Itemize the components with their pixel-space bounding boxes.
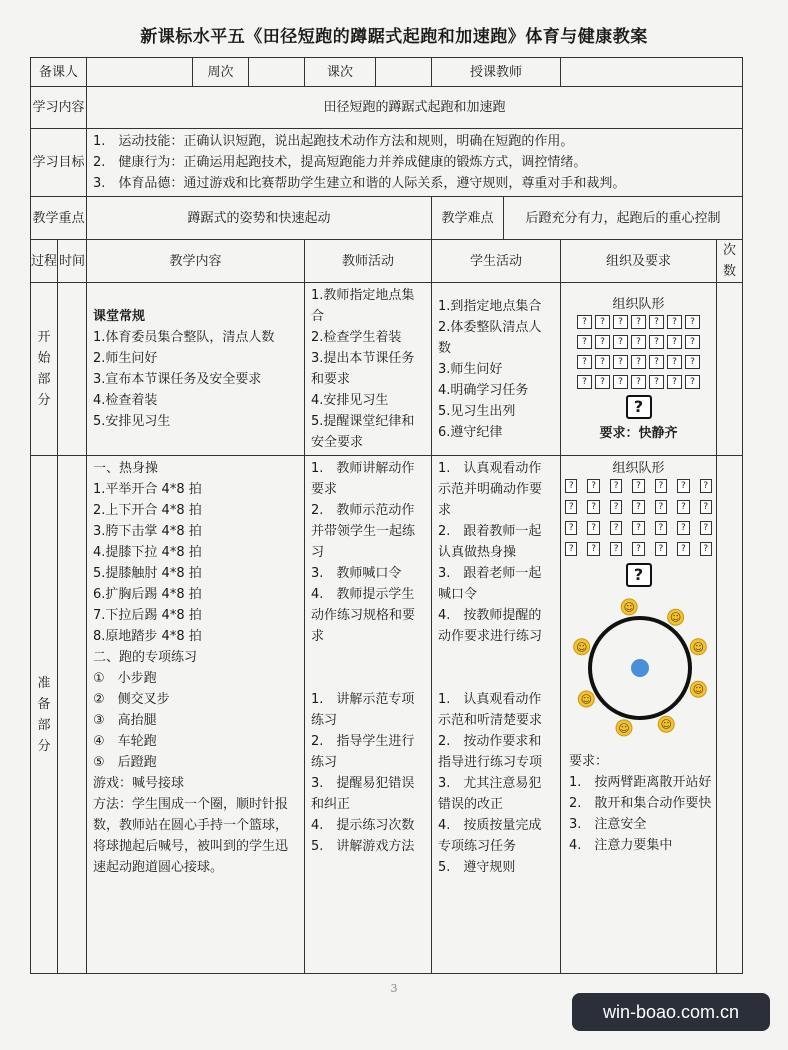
student-activity: 3. 跟着老师一起喊口令 bbox=[438, 566, 542, 602]
student-marker-icon: ? bbox=[595, 375, 610, 389]
content-item: 一、热身操 bbox=[93, 461, 159, 476]
content-header: 教学内容 bbox=[87, 240, 305, 283]
student-marker-icon: ? bbox=[667, 315, 682, 329]
header-row bbox=[31, 58, 743, 87]
student-marker-icon: ? bbox=[565, 521, 577, 535]
student-formation-grid bbox=[565, 479, 712, 556]
student-marker-icon: ? bbox=[587, 521, 599, 535]
teacher-activity: 1.教师指定地点集合 bbox=[311, 288, 415, 324]
student-marker-icon: ? bbox=[632, 521, 644, 535]
student-activity: 2. 跟着教师一起认真做热身操 bbox=[438, 524, 542, 560]
student-marker-icon: ? bbox=[613, 335, 628, 349]
content-item: 5.提膝触肘 4*8 拍 bbox=[93, 566, 202, 581]
count-header: 次数 bbox=[717, 240, 743, 283]
student-marker-icon: ? bbox=[613, 315, 628, 329]
student-marker-icon: ? bbox=[632, 479, 644, 493]
student-marker-icon: ? bbox=[649, 355, 664, 369]
student-activity: 1. 认真观看动作示范并明确动作要求 bbox=[438, 461, 543, 518]
content-item: 5.安排见习生 bbox=[93, 414, 171, 429]
student-marker-icon: ? bbox=[685, 375, 700, 389]
teacher-activity: 2.检查学生着装 bbox=[311, 330, 402, 345]
prep-section-label: 准备部分 bbox=[31, 456, 58, 974]
prep-content-list bbox=[93, 458, 298, 794]
requirement-item: 4. 注意力要集中 bbox=[569, 838, 673, 853]
focus-row bbox=[31, 197, 743, 240]
teacher-activity: 3. 教师喊口令 bbox=[311, 566, 402, 581]
start-count bbox=[717, 283, 743, 456]
smiley-face-icon: ☺ bbox=[618, 721, 630, 735]
content-item: 4.提膝下拉 4*8 拍 bbox=[93, 545, 202, 560]
formation-row bbox=[565, 479, 712, 493]
student-marker-icon: ? bbox=[677, 500, 689, 514]
student-marker-icon: ? bbox=[565, 542, 577, 556]
teacher-label: 备课人 bbox=[31, 58, 87, 87]
spacer bbox=[438, 668, 554, 689]
student-marker-icon: ? bbox=[595, 355, 610, 369]
teacher-activity: 2. 指导学生进行练习 bbox=[311, 734, 415, 770]
student-marker-icon: ? bbox=[577, 335, 592, 349]
student-marker-icon: ? bbox=[677, 542, 689, 556]
content-item: ③ 高抬腿 bbox=[93, 713, 157, 728]
formation-row bbox=[565, 521, 712, 535]
student-header: 学生活动 bbox=[432, 240, 561, 283]
student-activity: 5. 遵守规则 bbox=[438, 860, 516, 875]
student-marker-icon: ? bbox=[610, 521, 622, 535]
difficulty-label: 教学难点 bbox=[432, 197, 504, 240]
teacher-activity: 4. 提示练习次数 bbox=[311, 818, 415, 833]
formation-row bbox=[565, 500, 712, 514]
student-marker-icon: ? bbox=[632, 500, 644, 514]
student-marker-icon: ? bbox=[700, 479, 712, 493]
student-marker-icon: ? bbox=[677, 479, 689, 493]
student-marker-icon: ? bbox=[595, 335, 610, 349]
content-item: 2.师生问好 bbox=[93, 351, 158, 366]
student-marker-icon: ? bbox=[577, 375, 592, 389]
formation-row bbox=[561, 335, 716, 349]
student-marker-icon: ? bbox=[631, 355, 646, 369]
student-activity: 6.遵守纪律 bbox=[438, 424, 503, 440]
formation-requirement: 要求：快静齐 bbox=[599, 426, 678, 441]
student-marker-icon: ? bbox=[595, 315, 610, 329]
instructor-label: 授课教师 bbox=[432, 58, 561, 87]
start-organization bbox=[561, 283, 717, 456]
student-marker-icon: ? bbox=[655, 521, 667, 535]
prep-requirements bbox=[565, 751, 712, 856]
student-marker-icon: ? bbox=[613, 355, 628, 369]
student-marker-icon: ? bbox=[667, 375, 682, 389]
game-circle-diagram bbox=[565, 593, 715, 743]
smiley-face-icon: ☺ bbox=[692, 683, 705, 697]
content-item: 1.平举开合 4*8 拍 bbox=[93, 482, 202, 497]
time-header: 时间 bbox=[58, 240, 87, 283]
student-marker-icon: ? bbox=[649, 315, 664, 329]
teacher-header: 教师活动 bbox=[305, 240, 432, 283]
teacher-activity: 1. 讲解示范专项练习 bbox=[311, 692, 415, 728]
spacer bbox=[311, 668, 425, 689]
content-item: ② 侧交叉步 bbox=[93, 692, 170, 707]
content-item: 3.宣布本节课任务及安全要求 bbox=[93, 372, 262, 387]
student-marker-icon: ? bbox=[631, 375, 646, 389]
content-item: ⑤ 后蹬跑 bbox=[93, 755, 157, 770]
smiley-face-icon: ☺ bbox=[623, 600, 635, 614]
content-label: 学习内容 bbox=[31, 87, 87, 129]
requirement-item: 1. 按两臂距离散开站好 bbox=[569, 775, 712, 790]
student-activity: 1. 认真观看动作示范和听清楚要求 bbox=[438, 692, 543, 728]
objectives-row bbox=[31, 129, 743, 197]
content-item: 游戏：喊号接球 bbox=[93, 776, 185, 791]
game-method: 方法：学生围成一个圈，顺时针报数，教师站在圆心手持一个篮球，将球抛起后喊号，被叫到的学生迅速起动跑道圆心接球。 bbox=[93, 797, 289, 875]
prep-content bbox=[87, 456, 305, 974]
student-activity: 5.见习生出列 bbox=[438, 403, 516, 419]
student-marker-icon: ? bbox=[667, 355, 682, 369]
key-point-label: 教学重点 bbox=[31, 197, 87, 240]
teacher-activity: 5.提醒课堂纪律和安全要求 bbox=[311, 414, 415, 450]
start-teacher-activities bbox=[305, 283, 432, 456]
student-marker-icon: ? bbox=[565, 500, 577, 514]
spacer bbox=[311, 647, 425, 668]
watermark-badge[interactable]: win-boao.com.cn bbox=[572, 993, 770, 1031]
student-marker-icon: ? bbox=[700, 521, 712, 535]
content-item: ④ 车轮跑 bbox=[93, 734, 157, 749]
student-activity: 2.体委整队清点人数 bbox=[438, 319, 542, 356]
formation-row bbox=[561, 355, 716, 369]
student-activity: 3. 尤其注意易犯错误的改正 bbox=[438, 776, 542, 812]
content-item: 8.原地踏步 4*8 拍 bbox=[93, 629, 202, 644]
content-text: 田径短跑的蹲踞式起跑和加速跑 bbox=[87, 87, 743, 129]
student-marker-icon: ? bbox=[610, 542, 622, 556]
document-title: 新课标水平五《田径短跑的蹲踞式起跑和加速跑》体育与健康教案 bbox=[140, 27, 648, 47]
objectives-list bbox=[87, 129, 743, 197]
start-section-row bbox=[31, 283, 743, 456]
student-marker-icon: ? bbox=[677, 521, 689, 535]
student-marker-icon: ? bbox=[587, 542, 599, 556]
objective-item: 2. 健康行为：正确运用起跑技术，提高短跑能力并养成健康的锻炼方式，调控情绪。 bbox=[93, 155, 587, 170]
student-marker-icon: ? bbox=[587, 500, 599, 514]
student-marker-icon: ? bbox=[667, 335, 682, 349]
smiley-face-icon: ☺ bbox=[580, 693, 593, 706]
start-student-activities bbox=[432, 283, 561, 456]
student-formation-grid bbox=[561, 315, 716, 389]
teacher-marker-icon: ? bbox=[626, 395, 652, 419]
objective-item: 1. 运动技能：正确认识短跑，说出起跑技术动作方法和规则，明确在短跑的作用。 bbox=[93, 134, 574, 149]
requirement-item: 3. 注意安全 bbox=[569, 817, 647, 832]
student-marker-icon: ? bbox=[685, 355, 700, 369]
teacher-activity: 5. 讲解游戏方法 bbox=[311, 839, 415, 854]
page-number: 3 bbox=[390, 982, 398, 995]
teacher-activity: 2. 教师示范动作并带领学生一起练习 bbox=[311, 503, 416, 560]
prep-section-row bbox=[31, 456, 743, 974]
student-marker-icon: ? bbox=[565, 479, 577, 493]
instructor-value bbox=[561, 58, 743, 87]
student-marker-icon: ? bbox=[632, 542, 644, 556]
formation-row bbox=[565, 542, 712, 556]
teacher-activity: 3.提出本节课任务和要求 bbox=[311, 351, 415, 387]
content-heading: 课堂常规 bbox=[93, 309, 146, 324]
student-marker-icon: ? bbox=[685, 335, 700, 349]
formation-title: 组织队形 bbox=[612, 461, 665, 476]
process-header: 过程 bbox=[31, 240, 58, 283]
student-activity: 4. 按教师提醒的动作要求进行练习 bbox=[438, 608, 543, 644]
start-content bbox=[87, 283, 305, 456]
lesson-plan-table bbox=[30, 57, 743, 974]
formation-title: 组织队形 bbox=[612, 297, 665, 312]
teacher-activity: 4. 教师提示学生动作练习规格和要求 bbox=[311, 587, 416, 644]
prep-time bbox=[58, 456, 87, 974]
student-marker-icon: ? bbox=[700, 500, 712, 514]
teacher-activity: 3. 提醒易犯错误和纠正 bbox=[311, 776, 415, 812]
student-marker-icon: ? bbox=[631, 335, 646, 349]
teacher-value bbox=[87, 58, 193, 87]
content-item: 6.扩胸后踢 4*8 拍 bbox=[93, 587, 202, 602]
content-item: 3.胯下击掌 4*8 拍 bbox=[93, 524, 202, 539]
objective-item: 3. 体育品德：通过游戏和比赛帮助学生建立和谐的人际关系，遵守规则，尊重对手和裁判。 bbox=[93, 176, 626, 191]
teacher-activity: 1. 教师讲解动作要求 bbox=[311, 461, 415, 497]
student-marker-icon: ? bbox=[700, 542, 712, 556]
start-section-label: 开始部分 bbox=[31, 283, 58, 456]
content-item: 二、跑的专项练习 bbox=[93, 650, 198, 665]
prep-teacher-activities bbox=[305, 456, 432, 974]
student-marker-icon: ? bbox=[610, 479, 622, 493]
prep-student-list bbox=[438, 458, 554, 878]
content-item: 2.上下开合 4*8 拍 bbox=[93, 503, 202, 518]
key-point-text: 蹲踞式的姿势和快速起动 bbox=[87, 197, 432, 240]
organization-header: 组织及要求 bbox=[561, 240, 717, 283]
student-marker-icon: ? bbox=[685, 315, 700, 329]
smiley-face-icon: ☺ bbox=[692, 640, 705, 654]
content-item: 7.下拉后踢 4*8 拍 bbox=[93, 608, 202, 623]
student-activity: 2. 按动作要求和指导进行练习专项 bbox=[438, 734, 543, 770]
lesson-label: 课次 bbox=[305, 58, 376, 87]
smiley-face-icon: ☺ bbox=[575, 640, 588, 654]
content-row bbox=[31, 87, 743, 129]
teacher-marker-icon: ? bbox=[626, 563, 652, 587]
prep-teacher-list bbox=[311, 458, 425, 857]
student-marker-icon: ? bbox=[655, 479, 667, 493]
difficulty-text: 后蹬充分有力，起跑后的重心控制 bbox=[504, 197, 743, 240]
formation-row bbox=[561, 315, 716, 329]
smiley-face-icon: ☺ bbox=[669, 611, 682, 625]
start-time bbox=[58, 283, 87, 456]
content-item: ① 小步跑 bbox=[93, 671, 157, 686]
week-value bbox=[249, 58, 305, 87]
student-marker-icon: ? bbox=[649, 335, 664, 349]
requirement-item: 2. 散开和集合动作要快 bbox=[569, 796, 712, 811]
objectives-label: 学习目标 bbox=[31, 129, 87, 197]
content-item: 4.检查着装 bbox=[93, 393, 158, 408]
prep-organization bbox=[561, 456, 717, 974]
student-marker-icon: ? bbox=[655, 542, 667, 556]
student-activity: 4.明确学习任务 bbox=[438, 382, 529, 398]
student-marker-icon: ? bbox=[587, 479, 599, 493]
smiley-face-icon: ☺ bbox=[660, 718, 672, 732]
student-activity: 3.师生问好 bbox=[438, 361, 503, 377]
column-header-row bbox=[31, 240, 743, 283]
lesson-value bbox=[376, 58, 432, 87]
student-marker-icon: ? bbox=[655, 500, 667, 514]
student-marker-icon: ? bbox=[613, 375, 628, 389]
prep-count bbox=[717, 456, 743, 974]
student-activity: 4. 按质按量完成专项练习任务 bbox=[438, 818, 542, 854]
student-marker-icon: ? bbox=[610, 500, 622, 514]
student-marker-icon: ? bbox=[577, 355, 592, 369]
requirements-label: 要求： bbox=[569, 754, 609, 769]
student-marker-icon: ? bbox=[649, 375, 664, 389]
student-marker-icon: ? bbox=[577, 315, 592, 329]
teacher-activity: 4.安排见习生 bbox=[311, 393, 389, 408]
prep-student-activities bbox=[432, 456, 561, 974]
week-label: 周次 bbox=[193, 58, 249, 87]
spacer bbox=[438, 647, 554, 668]
student-activity: 1.到指定地点集合 bbox=[438, 298, 542, 314]
basketball-center-icon bbox=[631, 659, 649, 677]
student-marker-icon: ? bbox=[631, 315, 646, 329]
formation-row bbox=[561, 375, 716, 389]
content-item: 1.体育委员集合整队，清点人数 bbox=[93, 330, 275, 345]
